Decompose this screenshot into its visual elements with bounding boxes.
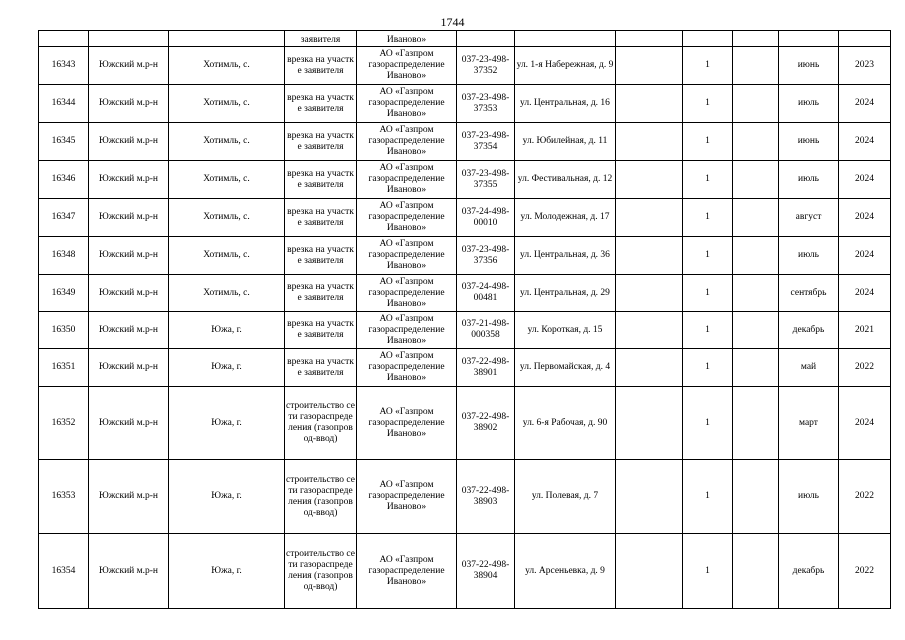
cell-settlement: Хотимль, с. (169, 237, 285, 275)
cell-code: 037-22-498-38902 (457, 387, 515, 460)
cell-settlement: Южа, г. (169, 387, 285, 460)
cell-address: ул. Короткая, д. 15 (515, 312, 616, 349)
table-row (39, 460, 891, 534)
cell-blank (616, 460, 683, 534)
cell-organization: АО «Газпром газораспределение Иваново» (357, 123, 457, 161)
cell-count: 1 (683, 123, 733, 161)
cell-month: сентябрь (779, 275, 839, 312)
cell-address: ул. Центральная, д. 16 (515, 85, 616, 123)
cell-month: май (779, 349, 839, 387)
page-number: 1744 (440, 15, 465, 29)
cell-year: 2024 (839, 275, 891, 312)
cell-gap (733, 349, 779, 387)
cell-code: 037-23-498-37354 (457, 123, 515, 161)
cell-code: 037-24-498-00010 (457, 199, 515, 237)
table-row (39, 237, 891, 275)
cell-id: 16350 (39, 312, 89, 349)
cell-settlement: Хотимль, с. (169, 85, 285, 123)
cell-month: июль (779, 237, 839, 275)
cell-address: ул. Центральная, д. 29 (515, 275, 616, 312)
cell-settlement: Южа, г. (169, 460, 285, 534)
cell-purpose: врезка на участке заявителя (285, 312, 357, 349)
cell-month: декабрь (779, 312, 839, 349)
cell-settlement: Южа, г. (169, 312, 285, 349)
cell-blank (616, 123, 683, 161)
cell-purpose: строительство сети газораспределения (газопровод-ввод) (285, 460, 357, 534)
cell-count: 1 (683, 199, 733, 237)
cell-gap (733, 47, 779, 85)
cell-year: 2022 (839, 534, 891, 609)
cell-year: 2024 (839, 387, 891, 460)
cell-count: 1 (683, 387, 733, 460)
cell-organization: АО «Газпром газораспределение Иваново» (357, 161, 457, 199)
cell-code: 037-21-498-000358 (457, 312, 515, 349)
cell-organization: АО «Газпром газораспределение Иваново» (357, 237, 457, 275)
cell-organization: АО «Газпром газораспределение Иваново» (357, 199, 457, 237)
cell-count: 1 (683, 312, 733, 349)
cell-purpose: строительство сети газораспределения (газопровод-ввод) (285, 387, 357, 460)
cell-year: 2021 (839, 312, 891, 349)
cell-address: ул. 1-я Набережная, д. 9 (515, 47, 616, 85)
cell-organization: АО «Газпром газораспределение Иваново» (357, 85, 457, 123)
cell-blank (616, 237, 683, 275)
cell-gap (733, 312, 779, 349)
cell-year: 2023 (839, 47, 891, 85)
cell-year: 2024 (839, 237, 891, 275)
cell-organization: АО «Газпром газораспределение Иваново» (357, 534, 457, 609)
cell-purpose: врезка на участке заявителя (285, 123, 357, 161)
cell-code: 037-24-498-00481 (457, 275, 515, 312)
cell-district: Южский м.р-н (89, 47, 169, 85)
cell-id: 16347 (39, 199, 89, 237)
cell-district: Южский м.р-н (89, 349, 169, 387)
cell-count: 1 (683, 237, 733, 275)
cell-code: 037-22-498-38901 (457, 349, 515, 387)
cell-code: 037-22-498-38903 (457, 460, 515, 534)
table-row (39, 161, 891, 199)
cell-year: 2022 (839, 460, 891, 534)
table-row (39, 199, 891, 237)
cell-purpose: врезка на участке заявителя (285, 349, 357, 387)
cell-id: 16353 (39, 460, 89, 534)
cell-address: ул. Первомайская, д. 4 (515, 349, 616, 387)
cell-count: 1 (683, 85, 733, 123)
cell-address: ул. Фестивальная, д. 12 (515, 161, 616, 199)
cell-id: 16344 (39, 85, 89, 123)
cell-id: 16349 (39, 275, 89, 312)
cell-month: июль (779, 85, 839, 123)
cell-purpose: врезка на участке заявителя (285, 237, 357, 275)
cell-purpose: врезка на участке заявителя (285, 161, 357, 199)
cell-gap (733, 85, 779, 123)
cell-settlement: Хотимль, с. (169, 123, 285, 161)
cell-district: Южский м.р-н (89, 161, 169, 199)
cell-district: Южский м.р-н (89, 534, 169, 609)
cell-address: ул. Полевая, д. 7 (515, 460, 616, 534)
cell-blank (616, 387, 683, 460)
table-body (39, 31, 891, 609)
cell-blank (616, 199, 683, 237)
cell-month: июнь (779, 123, 839, 161)
cell-gap (733, 199, 779, 237)
cell-count: 1 (683, 534, 733, 609)
cell-purpose: строительство сети газораспределения (газопровод-ввод) (285, 534, 357, 609)
cell-gap (733, 161, 779, 199)
cell-purpose: врезка на участке заявителя (285, 275, 357, 312)
cell-count: 1 (683, 161, 733, 199)
cell-district: Южский м.р-н (89, 123, 169, 161)
cell-count: 1 (683, 349, 733, 387)
cell-blank (616, 312, 683, 349)
cell-month: июнь (779, 47, 839, 85)
table-row (39, 349, 891, 387)
cell-year: 2022 (839, 349, 891, 387)
cell-count: 1 (683, 275, 733, 312)
cell-gap (733, 237, 779, 275)
cell-organization: АО «Газпром газораспределение Иваново» (357, 312, 457, 349)
cell-purpose: врезка на участке заявителя (285, 47, 357, 85)
cell-address: ул. Юбилейная, д. 11 (515, 123, 616, 161)
cell-district: Южский м.р-н (89, 312, 169, 349)
cell-gap (733, 123, 779, 161)
cell-organization: АО «Газпром газораспределение Иваново» (357, 387, 457, 460)
cell-blank (616, 534, 683, 609)
cell-gap (733, 534, 779, 609)
cell-address: ул. Арсеньевка, д. 9 (515, 534, 616, 609)
table-row (39, 47, 891, 85)
cell-month: июль (779, 460, 839, 534)
cell-district: Южский м.р-н (89, 199, 169, 237)
table-row (39, 85, 891, 123)
cell-month: март (779, 387, 839, 460)
cell-id: 16343 (39, 47, 89, 85)
cell-month: декабрь (779, 534, 839, 609)
cell-settlement: Хотимль, с. (169, 47, 285, 85)
cell-gap (733, 275, 779, 312)
table-row (39, 123, 891, 161)
cell-address: ул. Центральная, д. 36 (515, 237, 616, 275)
cell-gap (733, 387, 779, 460)
cell-blank (616, 47, 683, 85)
cell-id: 16346 (39, 161, 89, 199)
cell-month: июль (779, 161, 839, 199)
cell-id: 16352 (39, 387, 89, 460)
cell-code: 037-23-498-37355 (457, 161, 515, 199)
cell-address: ул. 6-я Рабочая, д. 90 (515, 387, 616, 460)
cell-organization: АО «Газпром газораспределение Иваново» (357, 47, 457, 85)
cell-id: 16354 (39, 534, 89, 609)
cell-blank (616, 349, 683, 387)
cell-id: 16351 (39, 349, 89, 387)
cell-count: 1 (683, 460, 733, 534)
cell-blank (616, 275, 683, 312)
cell-district: Южский м.р-н (89, 85, 169, 123)
cell-district: Южский м.р-н (89, 237, 169, 275)
cell-purpose: врезка на участке заявителя (285, 199, 357, 237)
cell-organization: АО «Газпром газораспределение Иваново» (357, 349, 457, 387)
cell-gap (733, 460, 779, 534)
cell-year: 2024 (839, 85, 891, 123)
cell-code: 037-23-498-37356 (457, 237, 515, 275)
cell-blank (616, 161, 683, 199)
cell-year: 2024 (839, 123, 891, 161)
cell-organization: АО «Газпром газораспределение Иваново» (357, 275, 457, 312)
cell-blank (616, 85, 683, 123)
cell-id: 16348 (39, 237, 89, 275)
cell-settlement: Южа, г. (169, 534, 285, 609)
cell-district: Южский м.р-н (89, 275, 169, 312)
cell-purpose: врезка на участке заявителя (285, 85, 357, 123)
cell-district: Южский м.р-н (89, 460, 169, 534)
cell-settlement: Южа, г. (169, 349, 285, 387)
table-row (39, 387, 891, 460)
cell-address: ул. Молодежная, д. 17 (515, 199, 616, 237)
registry-table (38, 30, 891, 609)
cell-month: август (779, 199, 839, 237)
cell-year: 2024 (839, 161, 891, 199)
cell-district: Южский м.р-н (89, 387, 169, 460)
cell-organization: АО «Газпром газораспределение Иваново» (357, 460, 457, 534)
cell-settlement: Хотимль, с. (169, 275, 285, 312)
cell-purpose: заявителя (285, 31, 357, 47)
cell-settlement: Хотимль, с. (169, 199, 285, 237)
cell-code: 037-22-498-38904 (457, 534, 515, 609)
cell-settlement: Хотимль, с. (169, 161, 285, 199)
cell-code: 037-23-498-37353 (457, 85, 515, 123)
cell-organization: Иваново» (357, 31, 457, 47)
table-row (39, 534, 891, 609)
cell-id: 16345 (39, 123, 89, 161)
cell-code: 037-23-498-37352 (457, 47, 515, 85)
continuation-row (39, 31, 891, 47)
cell-count: 1 (683, 47, 733, 85)
table-row (39, 312, 891, 349)
table-row (39, 275, 891, 312)
cell-year: 2024 (839, 199, 891, 237)
